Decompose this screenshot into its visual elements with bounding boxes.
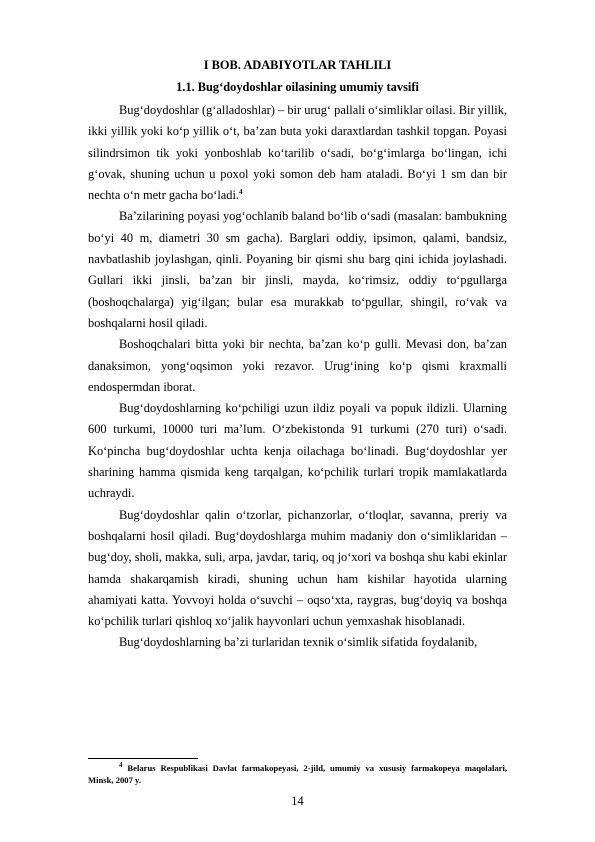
footnote-reference[interactable]: 4 [239, 188, 243, 197]
paragraph: Bug‘doydoshlarning ko‘pchiligi uzun ildiz poyali va popuk ildizli. Ularning 600 turkumi, 10000 turi ma’lum. O‘zbekistonda 91 turkumi (270 turi) o‘sadi. Ko‘pincha bug‘doydoshlar uchta kenja oilachaga bo‘linadi. Bug‘doydoshlar yer sharining hamma qismida keng tarqalgan, ko‘pchilik turlari tropik mamlakatlarda uchraydi. [88, 401, 507, 501]
paragraph [88, 100, 507, 206]
paragraph: Bug‘doydoshlar qalin o‘tzorlar, pichanzorlar, o‘tloqlar, savanna, preriy va boshqalarni hosil qiladi. Bug‘doydoshlarga muhim madaniy don o‘simliklaridan – bug‘doy, sholi, makka, suli, arpa, javdar, tariq, oq jo‘xori va boshqa shu kabi ekinlar hamda shakarqamish kiradi, shuning uchun ham kishilar hayotida ularning ahamiyati katta. Yovvoyi holda o‘suvchi – oqso‘xta, raygras, bug‘doyiq va boshqa ko‘pchilik turlari qishloq xo‘jalik hayvonlari uchun yemxashak hisoblanadi. [88, 507, 507, 629]
page-number: 14 [291, 794, 304, 808]
footnote-text: Belarus Respublikasi Davlat farmakopeyasi, 2-jild, umumiy va xususiy farmakopeya maqolalari, Minsk, 2007 y. [88, 763, 507, 785]
section-title: 1.1. Bug‘doydoshlar oilasining umumiy tavsifi [176, 80, 419, 94]
chapter-title: I BOB. ADABIYOTLAR TAHLILI [203, 58, 392, 72]
paragraph-text: Bug‘doydoshlar (g‘alladoshlar) – bir urug‘ pallali o‘simliklar oilasi. Bir yillik, ikki yillik yoki ko‘p yillik o‘t, ba’zan buta yoki daraxtlardan tashkil topgan. Poyasi silindrsimon tik yoki yonboshlab ko‘tarilib o‘sadi, bo‘g‘imlarga bo‘lingan, ichi g‘ovak, shuning uchun u poxol yoki somon deb ham ataladi. Bo‘yi 1 sm dan bir nechta o‘n metr gacha bo‘ladi. [88, 103, 507, 203]
footnote-divider [88, 758, 198, 759]
paragraph: Boshoqchalari bitta yoki bir nechta, ba’zan ko‘p gulli. Mevasi don, ba’zan danaksimon, yong‘oqsimon yoki rezavor. Urug‘ining ko‘p qismi kraxmalli endospermdan iborat. [88, 337, 507, 394]
body-text [88, 100, 507, 654]
footnote-number: 4 [119, 761, 123, 770]
paragraph: Ba’zilarining poyasi yog‘ochlanib baland bo‘lib o‘sadi (masalan: bambukning bo‘yi 40 m, diametri 30 sm gacha). Barglari oddiy, ipsimon, qalami, bandsiz, navbatlashib joylashgan, qinli. Poyaning bir qismi shu barg qini ichida joylashadi. Gullari ikki jinsli, ba’zan bir jinsli, mayda, ko‘rimsiz, oddiy to‘pgullarga (boshoqchalarga) yig‘ilgan; bular esa murakkab to‘pgullar, shingil, ro‘vak va boshqalarni hosil qiladi. [88, 209, 507, 330]
paragraph: Bug‘doydoshlarning ba’zi turlaridan texnik o‘simlik sifatida foydalanib, [119, 635, 478, 650]
footnote [88, 762, 507, 786]
